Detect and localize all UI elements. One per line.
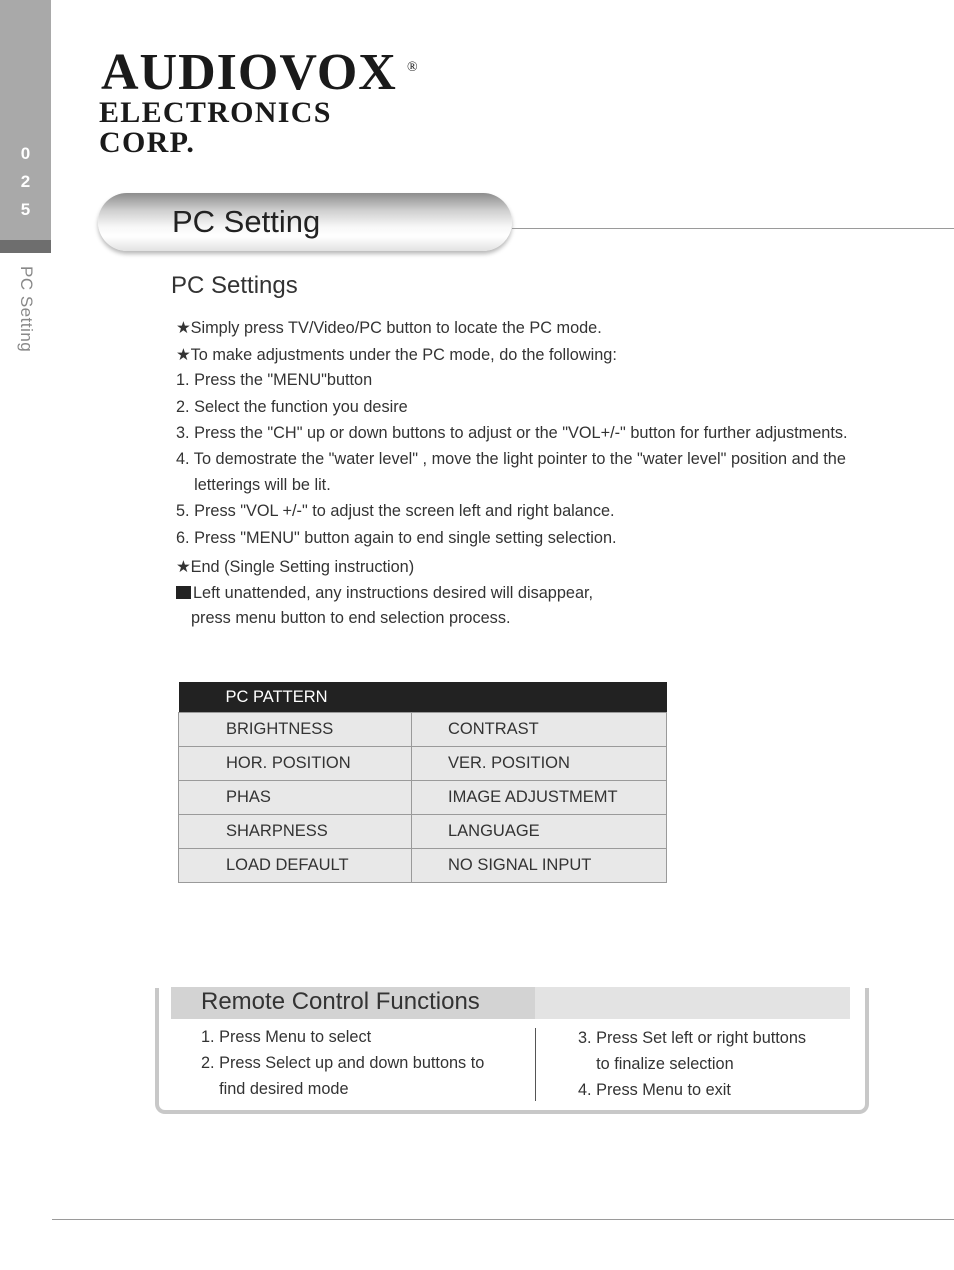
menu-item: VER. POSITION [412,747,667,781]
remote-step: to finalize selection [578,1055,734,1073]
instruction-line: 4. To demostrate the "water level" , move the light pointer to the "water level" position and the [176,450,846,468]
instruction-line: 1. Press the "MENU"button [176,371,373,389]
audiovox-logo [99,44,429,159]
logo-sub-text: ELECTRONICS CORP. [99,96,332,159]
menu-item: BRIGHTNESS [179,713,412,747]
table-row [179,849,667,883]
table-row [179,815,667,849]
page-digit: 0 [20,144,31,163]
page-digit: 5 [20,200,31,219]
remote-step: 1. Press Menu to select [201,1028,372,1046]
menu-item: HOR. POSITION [179,747,412,781]
menu-item: CONTRAST [412,713,667,747]
pc-menu-table [178,682,667,883]
instruction-line: 3. Press the "CH" up or down buttons to adjust or the "VOL+/-" button for further adjustments. [176,424,848,442]
banner-rule [512,228,954,229]
instruction-line: letterings will be lit. [176,476,331,494]
remote-step: 3. Press Set left or right buttons [578,1029,807,1047]
remote-divider [535,1028,536,1101]
menu-table-header: PC PATTERN [179,682,667,713]
page-number [0,140,51,224]
menu-item: PHAS [179,781,412,815]
menu-item: LANGUAGE [412,815,667,849]
remote-left-steps [201,1024,484,1102]
remote-right-steps [578,1025,806,1103]
instruction-line: press menu button to end selection process. [191,609,511,627]
remote-title: Remote Control Functions [201,988,480,1015]
side-section-label: PC Setting [17,266,36,353]
instruction-line: 2. Select the function you desire [176,398,408,416]
remote-step: find desired mode [201,1080,349,1098]
menu-item: SHARPNESS [179,815,412,849]
table-row [179,781,667,815]
instruction-note [176,584,593,603]
page-title: PC Setting [172,204,321,239]
section-title: PC Settings [171,272,298,299]
instruction-line: Left unattended, any instructions desired will disappear, [193,584,594,602]
menu-item: LOAD DEFAULT [179,849,412,883]
table-row [179,747,667,781]
footer-rule [52,1219,954,1220]
instruction-line: ★End (Single Setting instruction) [176,558,415,576]
remote-step: 2. Press Select up and down buttons to [201,1054,485,1072]
logo-registered-mark: ® [407,60,418,75]
instruction-line: ★To make adjustments under the PC mode, do the following: [176,346,617,364]
table-row [179,713,667,747]
instruction-line: 6. Press "MENU" button again to end single setting selection. [176,529,617,547]
menu-item: NO SIGNAL INPUT [412,849,667,883]
instruction-line: 5. Press "VOL +/-" to adjust the screen left and right balance. [176,502,615,520]
square-bullet-icon [176,586,191,599]
menu-item: IMAGE ADJUSTMEMT [412,781,667,815]
side-tab-accent [0,240,51,253]
page-digit: 2 [20,172,31,191]
instruction-line: ★Simply press TV/Video/PC button to locate the PC mode. [176,319,602,337]
remote-step: 4. Press Menu to exit [578,1081,731,1099]
logo-main-text: AUDIOVOX [101,44,397,101]
